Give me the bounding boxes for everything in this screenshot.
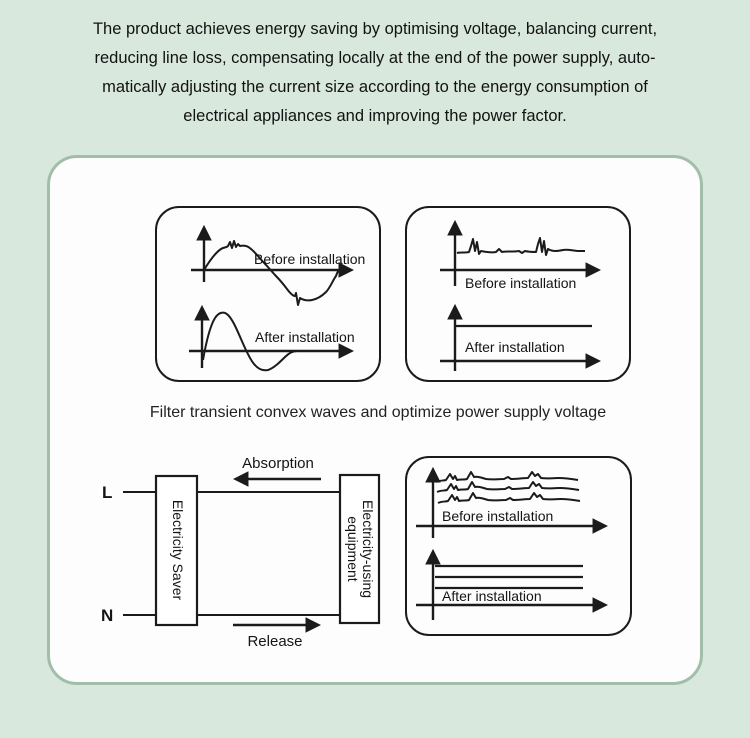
release-label: Release bbox=[247, 633, 303, 650]
live-terminal-label: L bbox=[102, 483, 113, 502]
equipment-label-line2: equipment bbox=[344, 516, 361, 582]
after-installation-label: After installation bbox=[255, 329, 355, 345]
intro-line-1: The product achieves energy saving by optimising voltage, balancing current, bbox=[92, 20, 658, 38]
voltage-wave-diagram bbox=[157, 208, 379, 380]
absorption-label: Absorption bbox=[242, 455, 314, 472]
straight-current-lines bbox=[435, 566, 583, 588]
intro-line-2: reducing line loss, compensating locally at the end of the power supply, auto- bbox=[94, 49, 656, 67]
intro-line-3: matically adjusting the current size according to the energy consumption of bbox=[102, 78, 648, 96]
diagram-card bbox=[47, 155, 703, 685]
before-installation-label: Before installation bbox=[442, 508, 554, 524]
voltage-wave-panel bbox=[155, 206, 381, 382]
wavy-current-lines bbox=[436, 472, 580, 503]
transient-diagram bbox=[407, 208, 629, 380]
intro-line-4: electrical appliances and improving the power factor. bbox=[183, 107, 567, 125]
before-installation-label: Before installation bbox=[465, 275, 577, 291]
circuit-diagram bbox=[86, 446, 396, 653]
before-installation-label: Before installation bbox=[254, 251, 366, 267]
noisy-line-waveform bbox=[457, 238, 585, 255]
intro-paragraph bbox=[0, 15, 750, 131]
neutral-terminal-label: N bbox=[101, 606, 114, 625]
electricity-saver-label: Electricity Saver bbox=[169, 499, 186, 601]
after-installation-label: After installation bbox=[465, 339, 565, 355]
transient-panel bbox=[405, 206, 631, 382]
current-diagram bbox=[407, 458, 630, 634]
current-panel bbox=[405, 456, 632, 636]
filter-caption: Filter transient convex waves and optimize power supply voltage bbox=[149, 404, 607, 421]
after-installation-label: After installation bbox=[442, 588, 542, 604]
after-axes bbox=[416, 552, 605, 620]
equipment-label-line1: Electricity-using bbox=[359, 499, 376, 599]
